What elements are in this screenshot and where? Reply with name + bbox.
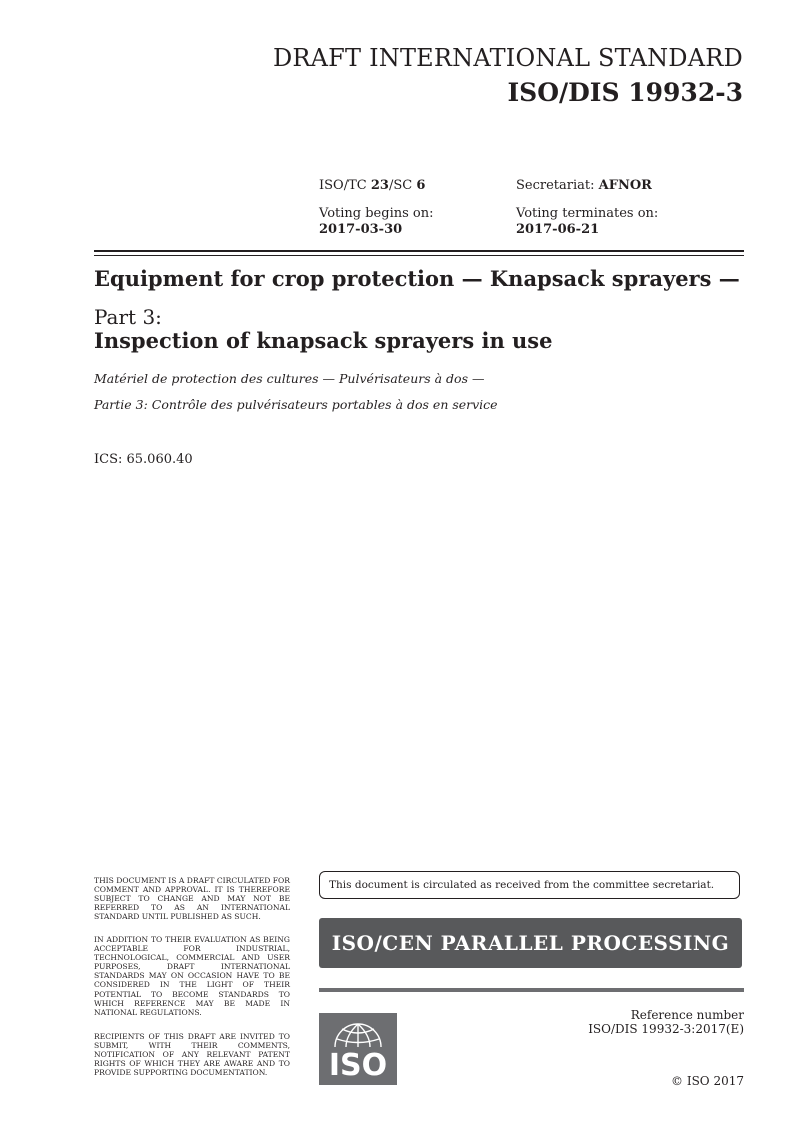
reference-number-label: Reference number xyxy=(630,1008,744,1022)
french-title-line2: Partie 3: Contrôle des pulvérisateurs portables à dos en service xyxy=(94,397,498,412)
part-title: Inspection of knapsack sprayers in use xyxy=(94,328,553,353)
disclaimer-paragraph-3: RECIPIENTS OF THIS DRAFT ARE INVITED TO SUBMIT, WITH THEIR COMMENTS, NOTIFICATION OF ANY RELEVANT PATENT RIGHTS OF WHICH THEY ARE AWARE AND TO PROVIDE SUPPORTING DOCUMENTATION. xyxy=(94,1032,290,1078)
circulation-notice-box: This document is circulated as received from the committee secretariat. xyxy=(319,871,740,899)
voting-begins xyxy=(319,206,433,238)
document-type-heading: DRAFT INTERNATIONAL STANDARD xyxy=(272,44,743,72)
globe-icon xyxy=(319,1013,397,1085)
document-title: Equipment for crop protection — Knapsack sprayers — xyxy=(94,266,740,291)
document-number-heading: ISO/DIS 19932-3 xyxy=(507,78,743,107)
reference-number: ISO/DIS 19932-3:2017(E) xyxy=(588,1022,744,1036)
copyright-notice: © ISO 2017 xyxy=(671,1074,744,1088)
tc-number: 23 xyxy=(370,178,389,193)
secretariat-value: AFNOR xyxy=(598,178,652,193)
french-title-line1: Matériel de protection des cultures — Pulvérisateurs à dos — xyxy=(94,371,485,386)
secretariat: Secretariat: AFNOR xyxy=(516,178,652,193)
divider-rule-thin xyxy=(94,255,744,256)
voting-begins-date: 2017-03-30 xyxy=(319,222,403,237)
disclaimer-paragraph-1: THIS DOCUMENT IS A DRAFT CIRCULATED FOR COMMENT AND APPROVAL. IT IS THEREFORE SUBJECT TO CHANGE AND MAY NOT BE REFERRED TO AS AN INTERNATIONAL STANDARD UNTIL PUBLISHED AS SUCH. xyxy=(94,876,290,922)
voting-terminates xyxy=(516,206,658,238)
voting-terminates-date: 2017-06-21 xyxy=(516,222,600,237)
footer-divider xyxy=(319,988,744,992)
ics-code: ICS: 65.060.40 xyxy=(94,452,193,467)
part-label: Part 3: xyxy=(94,305,162,329)
voting-begins-label: Voting begins on: xyxy=(319,206,434,221)
disclaimer-paragraph-2: IN ADDITION TO THEIR EVALUATION AS BEING ACCEPTABLE FOR INDUSTRIAL, TECHNOLOGICAL, COMMERCIAL AND USER PURPOSES, DRAFT INTERNATIONAL STANDARDS MAY ON OCCASION HAVE TO BE CONSIDERED IN THE LIGHT OF THEIR POTENTIAL TO BECOME STANDARDS TO WHICH REFERENCE MAY BE MADE IN NATIONAL REGULATIONS. xyxy=(94,935,290,1017)
divider-rule xyxy=(94,250,744,252)
parallel-processing-banner: ISO/CEN PARALLEL PROCESSING xyxy=(319,918,742,968)
iso-logo-text: ISO xyxy=(328,1048,388,1083)
iso-logo xyxy=(319,1013,397,1085)
sc-number: 6 xyxy=(416,178,426,193)
voting-terminates-label: Voting terminates on: xyxy=(516,206,659,221)
committee-reference: ISO/TC 23/SC 6 xyxy=(319,178,426,193)
